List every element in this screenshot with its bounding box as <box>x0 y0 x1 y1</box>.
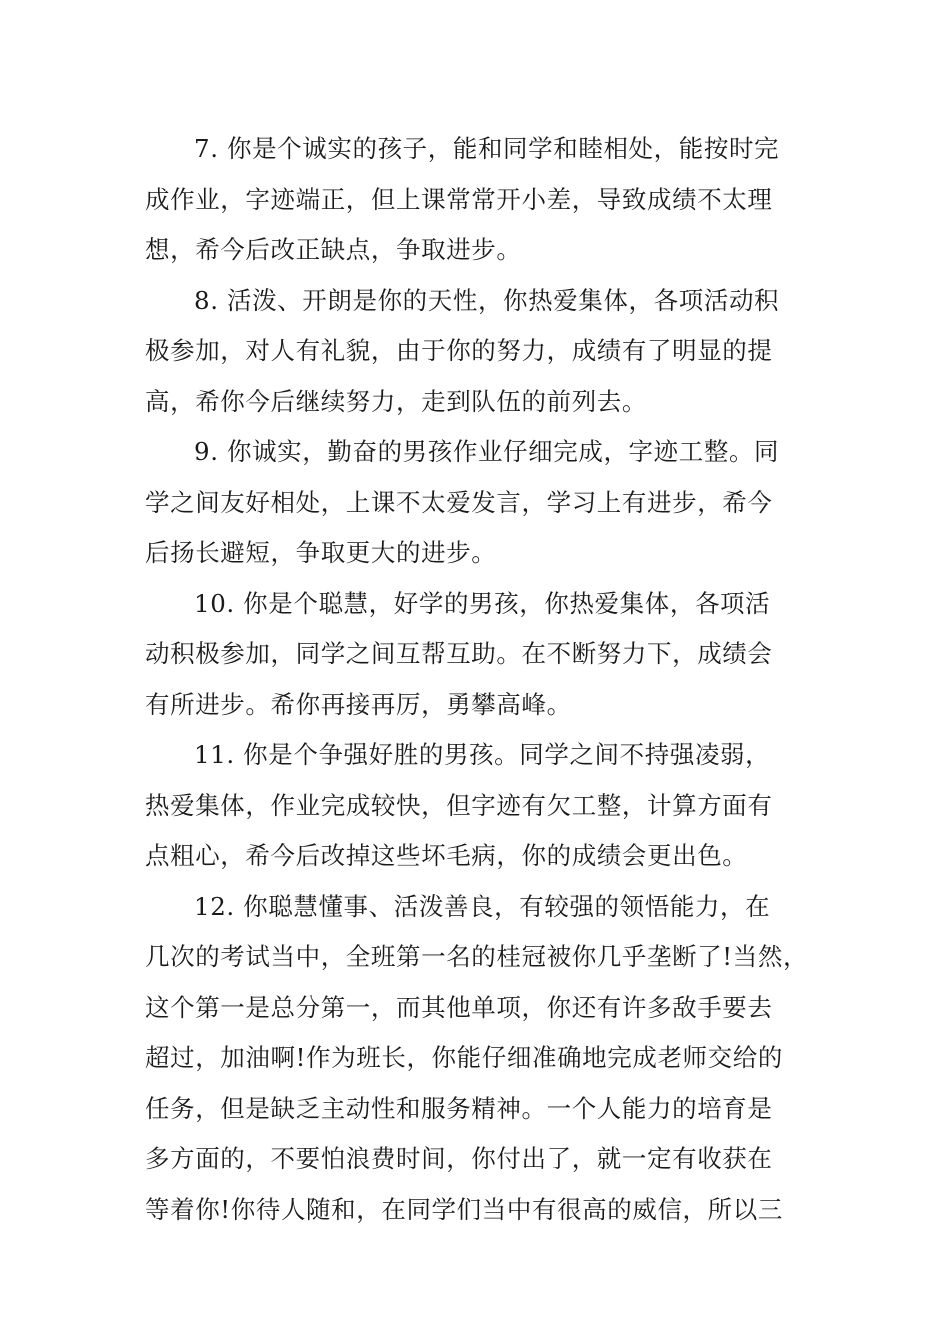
comment-paragraph-8: 8. 活泼、开朗是你的天性，你热爱集体，各项活动积 极参加，对人有礼貌，由于你的努力，成绩有了明显的提 高，希你今后继续努力，走到队伍的前列去。 <box>145 285 780 416</box>
document-body <box>145 124 810 1235</box>
comment-paragraph-11: 11. 你是个争强好胜的男孩。同学之间不持强凌弱， 热爱集体，作业完成较快，但字迹有欠工整，计算方面有 点粗心，希今后改掉这些坏毛病，你的成绩会更出色。 <box>145 740 773 870</box>
comment-paragraph-7: 7. 你是个诚实的孩子，能和同学和睦相处，能按时完 成作业，字迹端正，但上课常常开小差，导致成绩不太理 想，希今后改正缺点，争取进步。 <box>145 134 780 264</box>
comment-paragraph-10: 10. 你是个聪慧，好学的男孩，你热爱集体，各项活 动积极参加，同学之间互帮互助。在不断努力下，成绩会 有所进步。希你再接再厉，勇攀高峰。 <box>145 588 773 719</box>
comment-paragraph-9: 9. 你诚实，勤奋的男孩作业仔细完成，字迹工整。同 学之间友好相处，上课不太爱发言，学习上有进步，希今 后扬长避短，争取更大的进步。 <box>145 437 780 567</box>
comment-paragraph-12: 12. 你聪慧懂事、活泼善良，有较强的领悟能力，在 几次的考试当中，全班第一名的桂冠被你几乎垄断了!当然， 这个第一是总分第一，而其他单项，你还有许多敌手要去 超过，加油啊!作为班长，你能仔细准确地完成老师交给的 任务，但是缺乏主动性和服务精神。一个人能力的培育是 多方面的，不要怕浪费时间，你付出了，就一定有收获在 等着你!你待人随和，在同学们当中有很高的威信，所以三 <box>145 891 809 1224</box>
